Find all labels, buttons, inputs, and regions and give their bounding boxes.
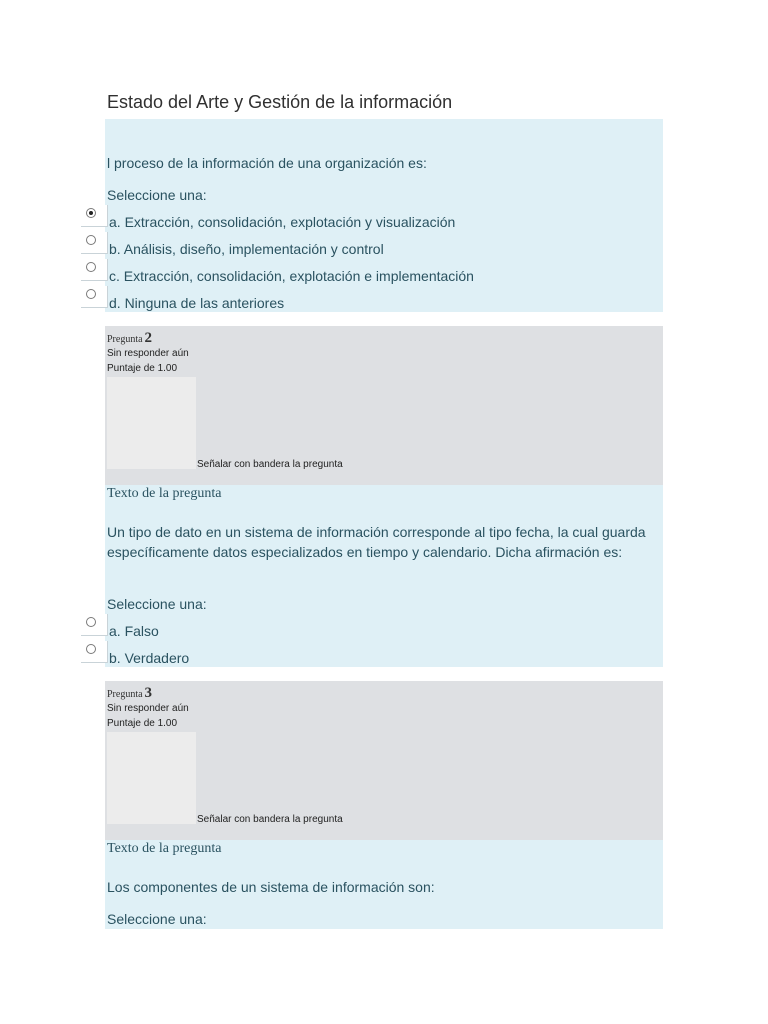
radio-empty-icon bbox=[86, 235, 96, 245]
question-3-info bbox=[105, 681, 663, 840]
question-1-option-d-label[interactable]: d. Ninguna de las anteriores bbox=[109, 295, 285, 311]
radio-empty-icon bbox=[86, 262, 96, 272]
question-2-option-b-radio[interactable] bbox=[81, 641, 108, 663]
question-2-score: Puntaje de 1.00 bbox=[107, 363, 178, 374]
question-3-header-word: Pregunta bbox=[107, 689, 143, 700]
question-2-heading: Texto de la pregunta bbox=[107, 486, 222, 501]
question-3-number: 3 bbox=[144, 685, 153, 701]
question-3-flag-link[interactable]: Señalar con bandera la pregunta bbox=[197, 814, 343, 825]
question-1-option-d-radio[interactable] bbox=[81, 286, 108, 308]
question-1-option-a-radio[interactable] bbox=[81, 205, 108, 227]
question-1-prompt: Seleccione una: bbox=[107, 187, 207, 203]
radio-selected-icon bbox=[86, 208, 96, 218]
question-2-option-a-label[interactable]: a. Falso bbox=[109, 623, 159, 639]
question-1-option-c-label[interactable]: c. Extracción, consolidación, explotación e implementación bbox=[109, 268, 474, 284]
question-2-option-b-label[interactable]: b. Verdadero bbox=[109, 650, 190, 666]
question-3-content bbox=[105, 840, 663, 929]
radio-empty-icon bbox=[86, 617, 96, 627]
question-1-option-b-label[interactable]: b. Análisis, diseño, implementación y control bbox=[109, 241, 384, 257]
question-3-flag-image[interactable] bbox=[107, 732, 196, 824]
question-3-text: Los componentes de un sistema de información son: bbox=[107, 879, 435, 895]
question-2-info bbox=[105, 326, 663, 485]
radio-empty-icon bbox=[86, 644, 96, 654]
question-1-option-b-radio[interactable] bbox=[81, 232, 108, 254]
radio-empty-icon bbox=[86, 289, 96, 299]
question-2-option-a-radio[interactable] bbox=[81, 614, 108, 636]
question-3-heading: Texto de la pregunta bbox=[107, 841, 222, 856]
question-2-header bbox=[107, 329, 152, 347]
question-2-prompt: Seleccione una: bbox=[107, 596, 207, 612]
question-3-prompt: Seleccione una: bbox=[107, 911, 207, 927]
question-2-flag-link[interactable]: Señalar con bandera la pregunta bbox=[197, 459, 343, 470]
question-3-score: Puntaje de 1.00 bbox=[107, 718, 178, 729]
question-3-status: Sin responder aún bbox=[107, 703, 189, 714]
question-3-header bbox=[107, 684, 152, 702]
question-1-option-c-radio[interactable] bbox=[81, 259, 108, 281]
question-2-status: Sin responder aún bbox=[107, 348, 189, 359]
question-2-header-word: Pregunta bbox=[107, 334, 143, 345]
question-2-content bbox=[105, 485, 663, 667]
document-title: Estado del Arte y Gestión de la información bbox=[107, 92, 453, 112]
question-1-option-a-label[interactable]: a. Extracción, consolidación, explotación y visualización bbox=[109, 214, 456, 230]
question-2-text: Un tipo de dato en un sistema de información corresponde al tipo fecha, la cual guarda específicamente datos especializados en tiempo y calendario. Dicha afirmación es: bbox=[107, 524, 646, 560]
question-2-number: 2 bbox=[144, 330, 153, 346]
question-1-text: l proceso de la información de una organización es: bbox=[107, 155, 427, 171]
question-2-flag-image[interactable] bbox=[107, 377, 196, 469]
